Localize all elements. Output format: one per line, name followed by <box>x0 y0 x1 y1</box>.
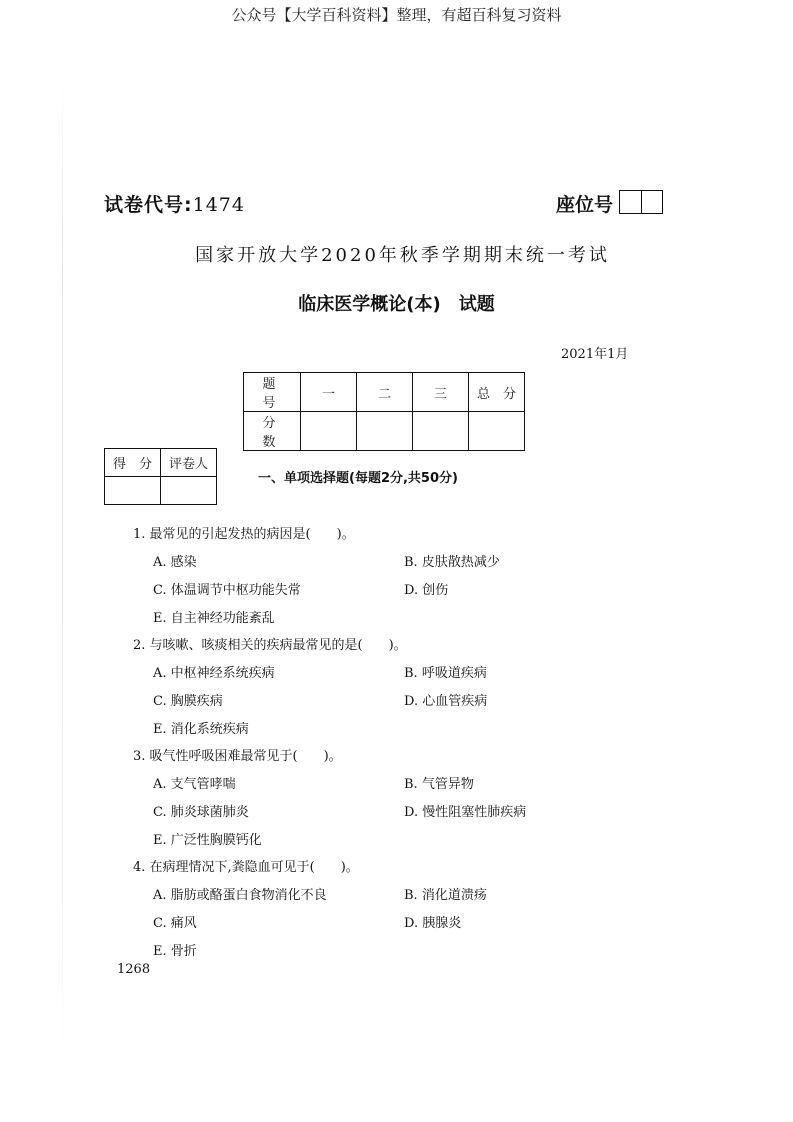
paper-code-value: 1474 <box>192 194 245 216</box>
question-option: D. 创伤 <box>404 583 449 598</box>
score-table <box>243 372 525 451</box>
question-option: C. 胸膜疾病 <box>153 694 223 709</box>
question-option: A. 支气管哮喘 <box>153 777 236 792</box>
score-table-column: 二 <box>357 373 413 412</box>
paper-code-label: 试卷代号: <box>104 194 193 216</box>
paper-code <box>104 190 245 217</box>
question-option: D. 胰腺炎 <box>404 916 462 931</box>
question-option: E. 自主神经功能紊乱 <box>153 611 275 626</box>
question-option: A. 脂肪或酪蛋白食物消化不良 <box>153 888 327 903</box>
exam-date: 2021年1月 <box>561 347 629 362</box>
seat-number-boxes <box>619 190 663 214</box>
question-option: A. 中枢神经系统疾病 <box>153 666 275 681</box>
seat-number-label: 座位号 <box>556 194 614 216</box>
grader-name-label: 评卷人 <box>161 449 217 477</box>
score-cell <box>357 412 413 451</box>
scan-edge-shadow <box>62 70 63 1070</box>
page-number: 1268 <box>117 962 151 977</box>
score-table-row-label: 分 数 <box>244 412 301 451</box>
question-stem: 4. 在病理情况下,粪隐血可见于( )。 <box>133 860 359 875</box>
grader-score-label: 得 分 <box>105 449 161 477</box>
question-option: E. 广泛性胸膜钙化 <box>153 833 262 848</box>
question-option: A. 感染 <box>153 555 197 570</box>
grader-box <box>104 448 217 505</box>
score-table-header-row <box>244 373 525 412</box>
question-stem: 3. 吸气性呼吸困难最常见于( )。 <box>133 749 342 764</box>
question-option: D. 心血管疾病 <box>404 694 488 709</box>
score-table-score-row <box>244 412 525 451</box>
question-option: C. 体温调节中枢功能失常 <box>153 583 301 598</box>
score-table-column: 三 <box>413 373 469 412</box>
seat-number-box <box>620 191 642 213</box>
question-option: B. 气管异物 <box>404 777 474 792</box>
question-option: D. 慢性阻塞性肺疾病 <box>404 805 527 820</box>
score-table-column: 一 <box>301 373 357 412</box>
question-option: C. 痛风 <box>153 916 197 931</box>
exam-title: 国家开放大学2020年秋季学期期末统一考试 <box>195 245 610 266</box>
question-option: B. 皮肤散热减少 <box>404 555 500 570</box>
question-option: E. 消化系统疾病 <box>153 722 249 737</box>
question-stem: 2. 与咳嗽、咳痰相关的疾病最常见的是( )。 <box>133 638 407 653</box>
grader-score-cell <box>105 477 161 505</box>
score-cell <box>301 412 357 451</box>
grader-name-cell <box>161 477 217 505</box>
question-stem: 1. 最常见的引起发热的病因是( )。 <box>133 527 355 542</box>
section-heading: 一、单项选择题(每题2分,共50分) <box>258 471 458 486</box>
question-option: C. 肺炎球菌肺炎 <box>153 805 249 820</box>
watermark-header: 公众号【大学百科资料】整理，有超百科复习资料 <box>231 6 562 24</box>
score-cell <box>413 412 469 451</box>
question-option: B. 呼吸道疾病 <box>404 666 487 681</box>
score-table-row-label: 题 号 <box>244 373 301 412</box>
question-option: E. 骨折 <box>153 944 197 959</box>
score-cell <box>469 412 525 451</box>
score-table-column: 总 分 <box>469 373 525 412</box>
seat-number-box <box>642 191 663 213</box>
question-option: B. 消化道溃疡 <box>404 888 487 903</box>
subject-title: 临床医学概论(本) 试题 <box>298 294 495 315</box>
